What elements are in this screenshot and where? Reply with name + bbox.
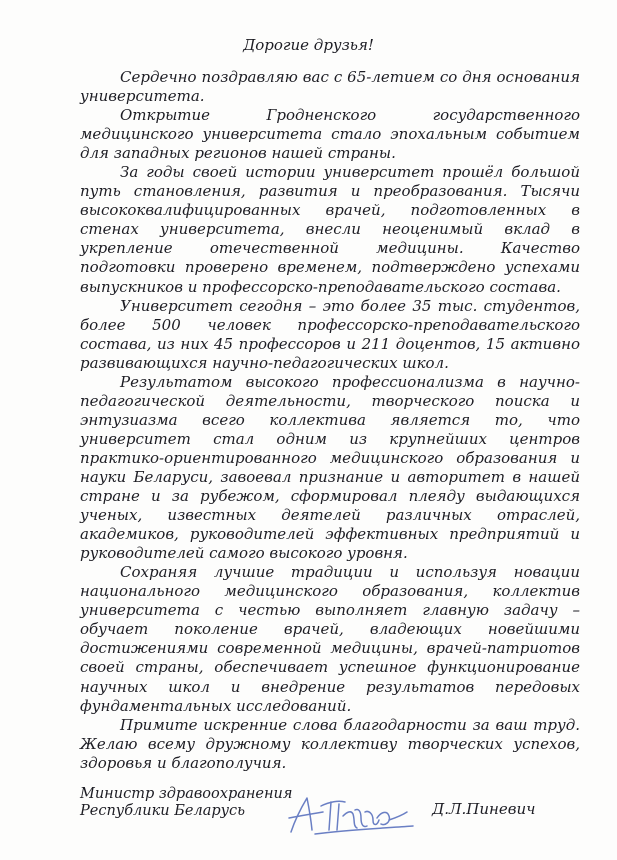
paragraph-opening: Открытие Гродненского государственного медицинского университета стало эпохальным событием для западных регионов нашей страны. bbox=[80, 106, 580, 163]
paragraph-wishes: Примите искренние слова благодарности за ваш труд. Желаю всему дружному коллективу творческих успехов, здоровья и благополучия. bbox=[80, 715, 580, 772]
paragraph-history: За годы своей истории университет прошёл большой путь становления, развития и преобразования. Тысячи высококвалифицированных врачей, подготовленных в стенах университета, внесли неоценимый вклад в укрепление отечественной медицины. Качество подготовки проверено временем, подтверждено успехами выпускников и профессорско-преподавательского состава. bbox=[80, 163, 580, 296]
paragraph-traditions: Сохраняя лучшие традиции и используя новации национального медицинского образования, коллектив университета с честью выполняет главную задачу – обучает поколение врачей, владеющих новейшими достижениями современной медицины, врачей-патриотов своей страны, обеспечивает успешное функционирование научных школ и внедрение результатов передовых фундаментальных исследований. bbox=[80, 563, 580, 715]
paragraph-statistics: Университет сегодня – это более 35 тыс. студентов, более 500 человек профессорско-преподавательского состава, из них 45 профессоров и 211 доцентов, 15 активно развивающихся научно-педагогических школ. bbox=[80, 296, 580, 372]
letter-body bbox=[80, 68, 580, 773]
handwritten-signature bbox=[285, 790, 420, 840]
paragraph-congratulation: Сердечно поздравляю вас с 65-летием со дня основания университета. bbox=[80, 68, 580, 106]
greeting: Дорогие друзья! bbox=[243, 36, 374, 54]
signer-title bbox=[80, 786, 300, 820]
signer-title-line-2: Республики Беларусь bbox=[80, 803, 246, 819]
signer-title-line-1: Министр здравоохранения bbox=[80, 786, 293, 802]
signer-name: Д.Л.Пиневич bbox=[432, 800, 536, 818]
paragraph-achievements: Результатом высокого профессионализма в научно-педагогической деятельности, творческого поиска и энтузиазма всего коллектива является то, что университет стал одним из крупнейших центров практико-ориентированного медицинского образования и науки Беларуси, завоевал признание и авторитет в нашей стране и за рубежом, сформировал плеяду выдающихся ученых, известных деятелей различных отраслей, академиков, руководителей эффективных предприятий и руководителей самого высокого уровня. bbox=[80, 372, 580, 563]
